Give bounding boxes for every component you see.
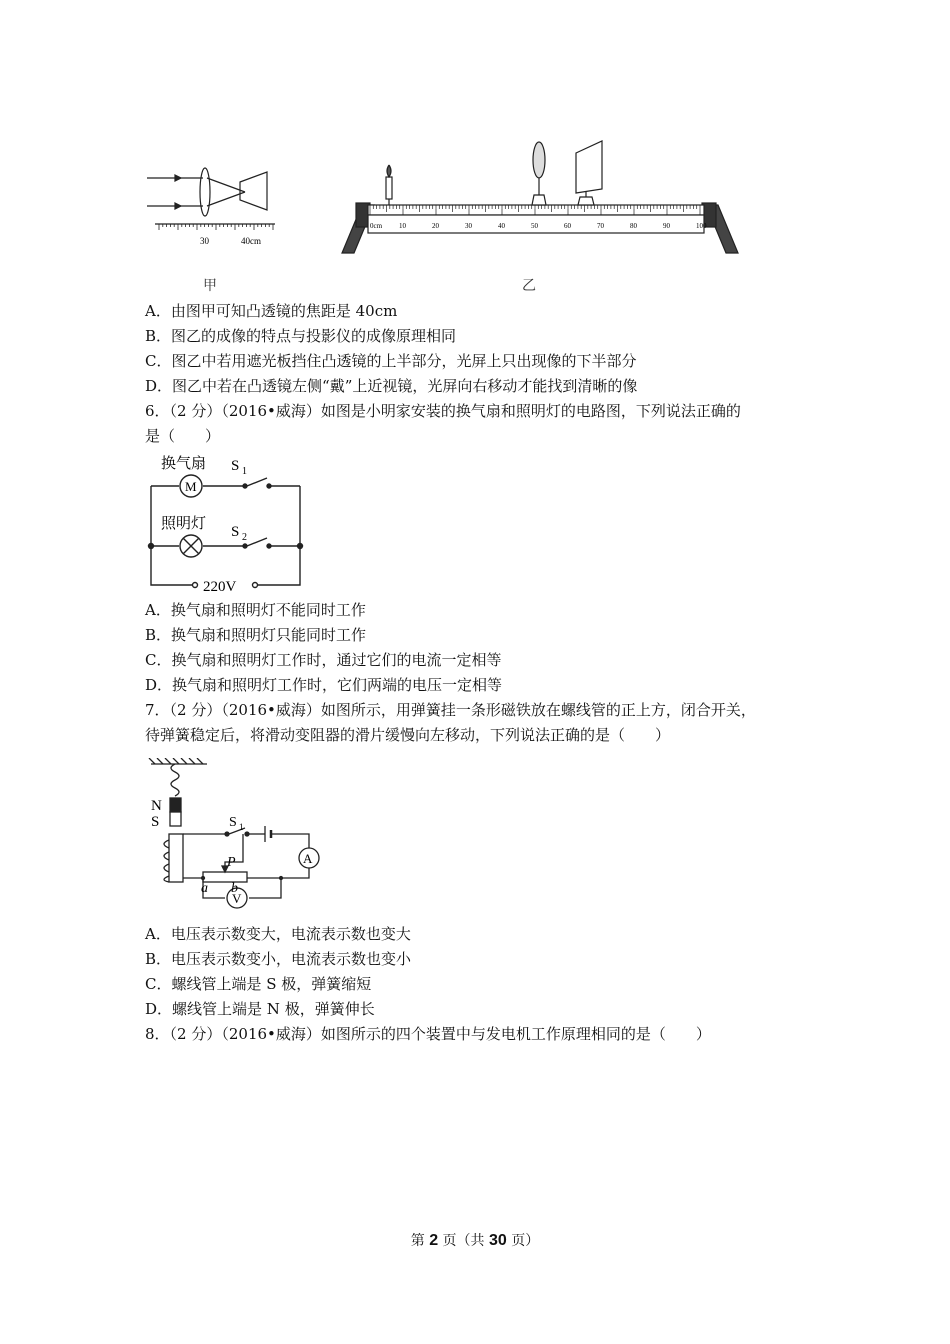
yi-tick-label: 50 xyxy=(531,222,538,230)
jia-tick-30: 30 xyxy=(200,236,209,246)
q7-switch-subscript: 1 xyxy=(239,822,244,832)
q6-s2-subscript: 2 xyxy=(242,532,247,543)
yi-tick-label: 90 xyxy=(663,222,670,230)
q6-option-b: B．换气扇和照明灯只能同时工作 xyxy=(145,626,367,644)
q7-option-a: A．电压表示数变大，电流表示数也变大 xyxy=(145,925,411,943)
q7-switch-label: S xyxy=(229,815,237,830)
footer-total-pages: 30 xyxy=(489,1232,507,1249)
q5-option-b: B．图乙的成像的特点与投影仪的成像原理相同 xyxy=(145,327,457,345)
footer-middle: 页（共 xyxy=(438,1233,489,1249)
figure-q7-solenoid-circuit xyxy=(145,758,325,910)
q7-terminal-b-label: b xyxy=(231,881,238,896)
q7-stem-line2: 待弹簧稳定后，将滑动变阻器的滑片缓慢向左移动，下列说法正确的是（ ） xyxy=(145,726,671,744)
q7-slider-p-label: P xyxy=(227,855,236,870)
yi-tick-label: 10 xyxy=(399,222,406,230)
q6-fan-label: 换气扇 xyxy=(161,456,207,472)
q7-north-pole-label: N xyxy=(151,798,162,814)
yi-tick-label: 40 xyxy=(498,222,505,230)
yi-tick-label: 100 xyxy=(696,222,707,230)
footer-suffix: 页） xyxy=(506,1233,540,1249)
q6-option-c: C．换气扇和照明灯工作时，通过它们的电流一定相等 xyxy=(145,651,502,669)
yi-tick-label: 20 xyxy=(432,222,439,230)
q6-s1-label: S xyxy=(231,458,240,474)
yi-tick-label: 30 xyxy=(465,222,472,230)
figure-yi-caption: 乙 xyxy=(522,278,536,294)
q6-motor-label: M xyxy=(185,479,197,494)
jia-tick-40cm: 40cm xyxy=(241,236,261,246)
figure-jia-caption: 甲 xyxy=(203,278,217,294)
q7-option-c: C．螺线管上端是 S 极，弹簧缩短 xyxy=(145,975,372,993)
yi-tick-label: 70 xyxy=(597,222,604,230)
q6-s1-subscript: 1 xyxy=(242,466,247,477)
page-footer xyxy=(0,1230,950,1250)
footer-page-number: 2 xyxy=(429,1232,439,1249)
q6-s2-label: S xyxy=(231,524,240,540)
q5-option-c: C．图乙中若用遮光板挡住凸透镜的上半部分，光屏上只出现像的下半部分 xyxy=(145,352,637,370)
q7-voltmeter-label: V xyxy=(232,891,242,906)
yi-tick-label: 60 xyxy=(564,222,571,230)
figure-yi-optical-bench xyxy=(340,135,740,260)
q7-south-pole-label: S xyxy=(151,814,160,830)
q6-stem-line2: 是（ ） xyxy=(145,427,221,445)
q6-option-a: A．换气扇和照明灯不能同时工作 xyxy=(145,601,366,619)
figure-q6-circuit xyxy=(145,450,310,598)
q6-lamp-label: 照明灯 xyxy=(161,516,207,532)
q7-option-b: B．电压表示数变小，电流表示数也变小 xyxy=(145,950,412,968)
q8-stem: 8．（2 分）（2016•威海）如图所示的四个装置中与发电机工作原理相同的是（ ） xyxy=(145,1025,711,1043)
q6-voltage-label: 220V xyxy=(203,579,237,595)
q6-stem-line1: 6．（2 分）（2016•威海）如图是小明家安装的换气扇和照明灯的电路图，下列说法正确的 xyxy=(145,402,741,420)
footer-prefix: 第 xyxy=(410,1233,430,1249)
q7-terminal-a-label: a xyxy=(201,881,208,896)
q7-stem-line1: 7．（2 分）（2016•威海）如图所示，用弹簧挂一条形磁铁放在螺线管的正上方，闭合开关， xyxy=(145,701,756,719)
q5-option-a: A．由图甲可知凸透镜的焦距是 40cm xyxy=(145,302,398,320)
yi-tick-label: 0cm xyxy=(370,222,383,230)
q5-option-d: D．图乙中若在凸透镜左侧“戴”上近视镜，光屏向右移动才能找到清晰的像 xyxy=(145,377,638,395)
figure-jia-lens-focus xyxy=(145,160,285,250)
q7-ammeter-label: A xyxy=(303,851,313,866)
q7-option-d: D．螺线管上端是 N 极，弹簧伸长 xyxy=(145,1000,375,1018)
q6-option-d: D．换气扇和照明灯工作时，它们两端的电压一定相等 xyxy=(145,676,503,694)
yi-tick-label: 80 xyxy=(630,222,637,230)
